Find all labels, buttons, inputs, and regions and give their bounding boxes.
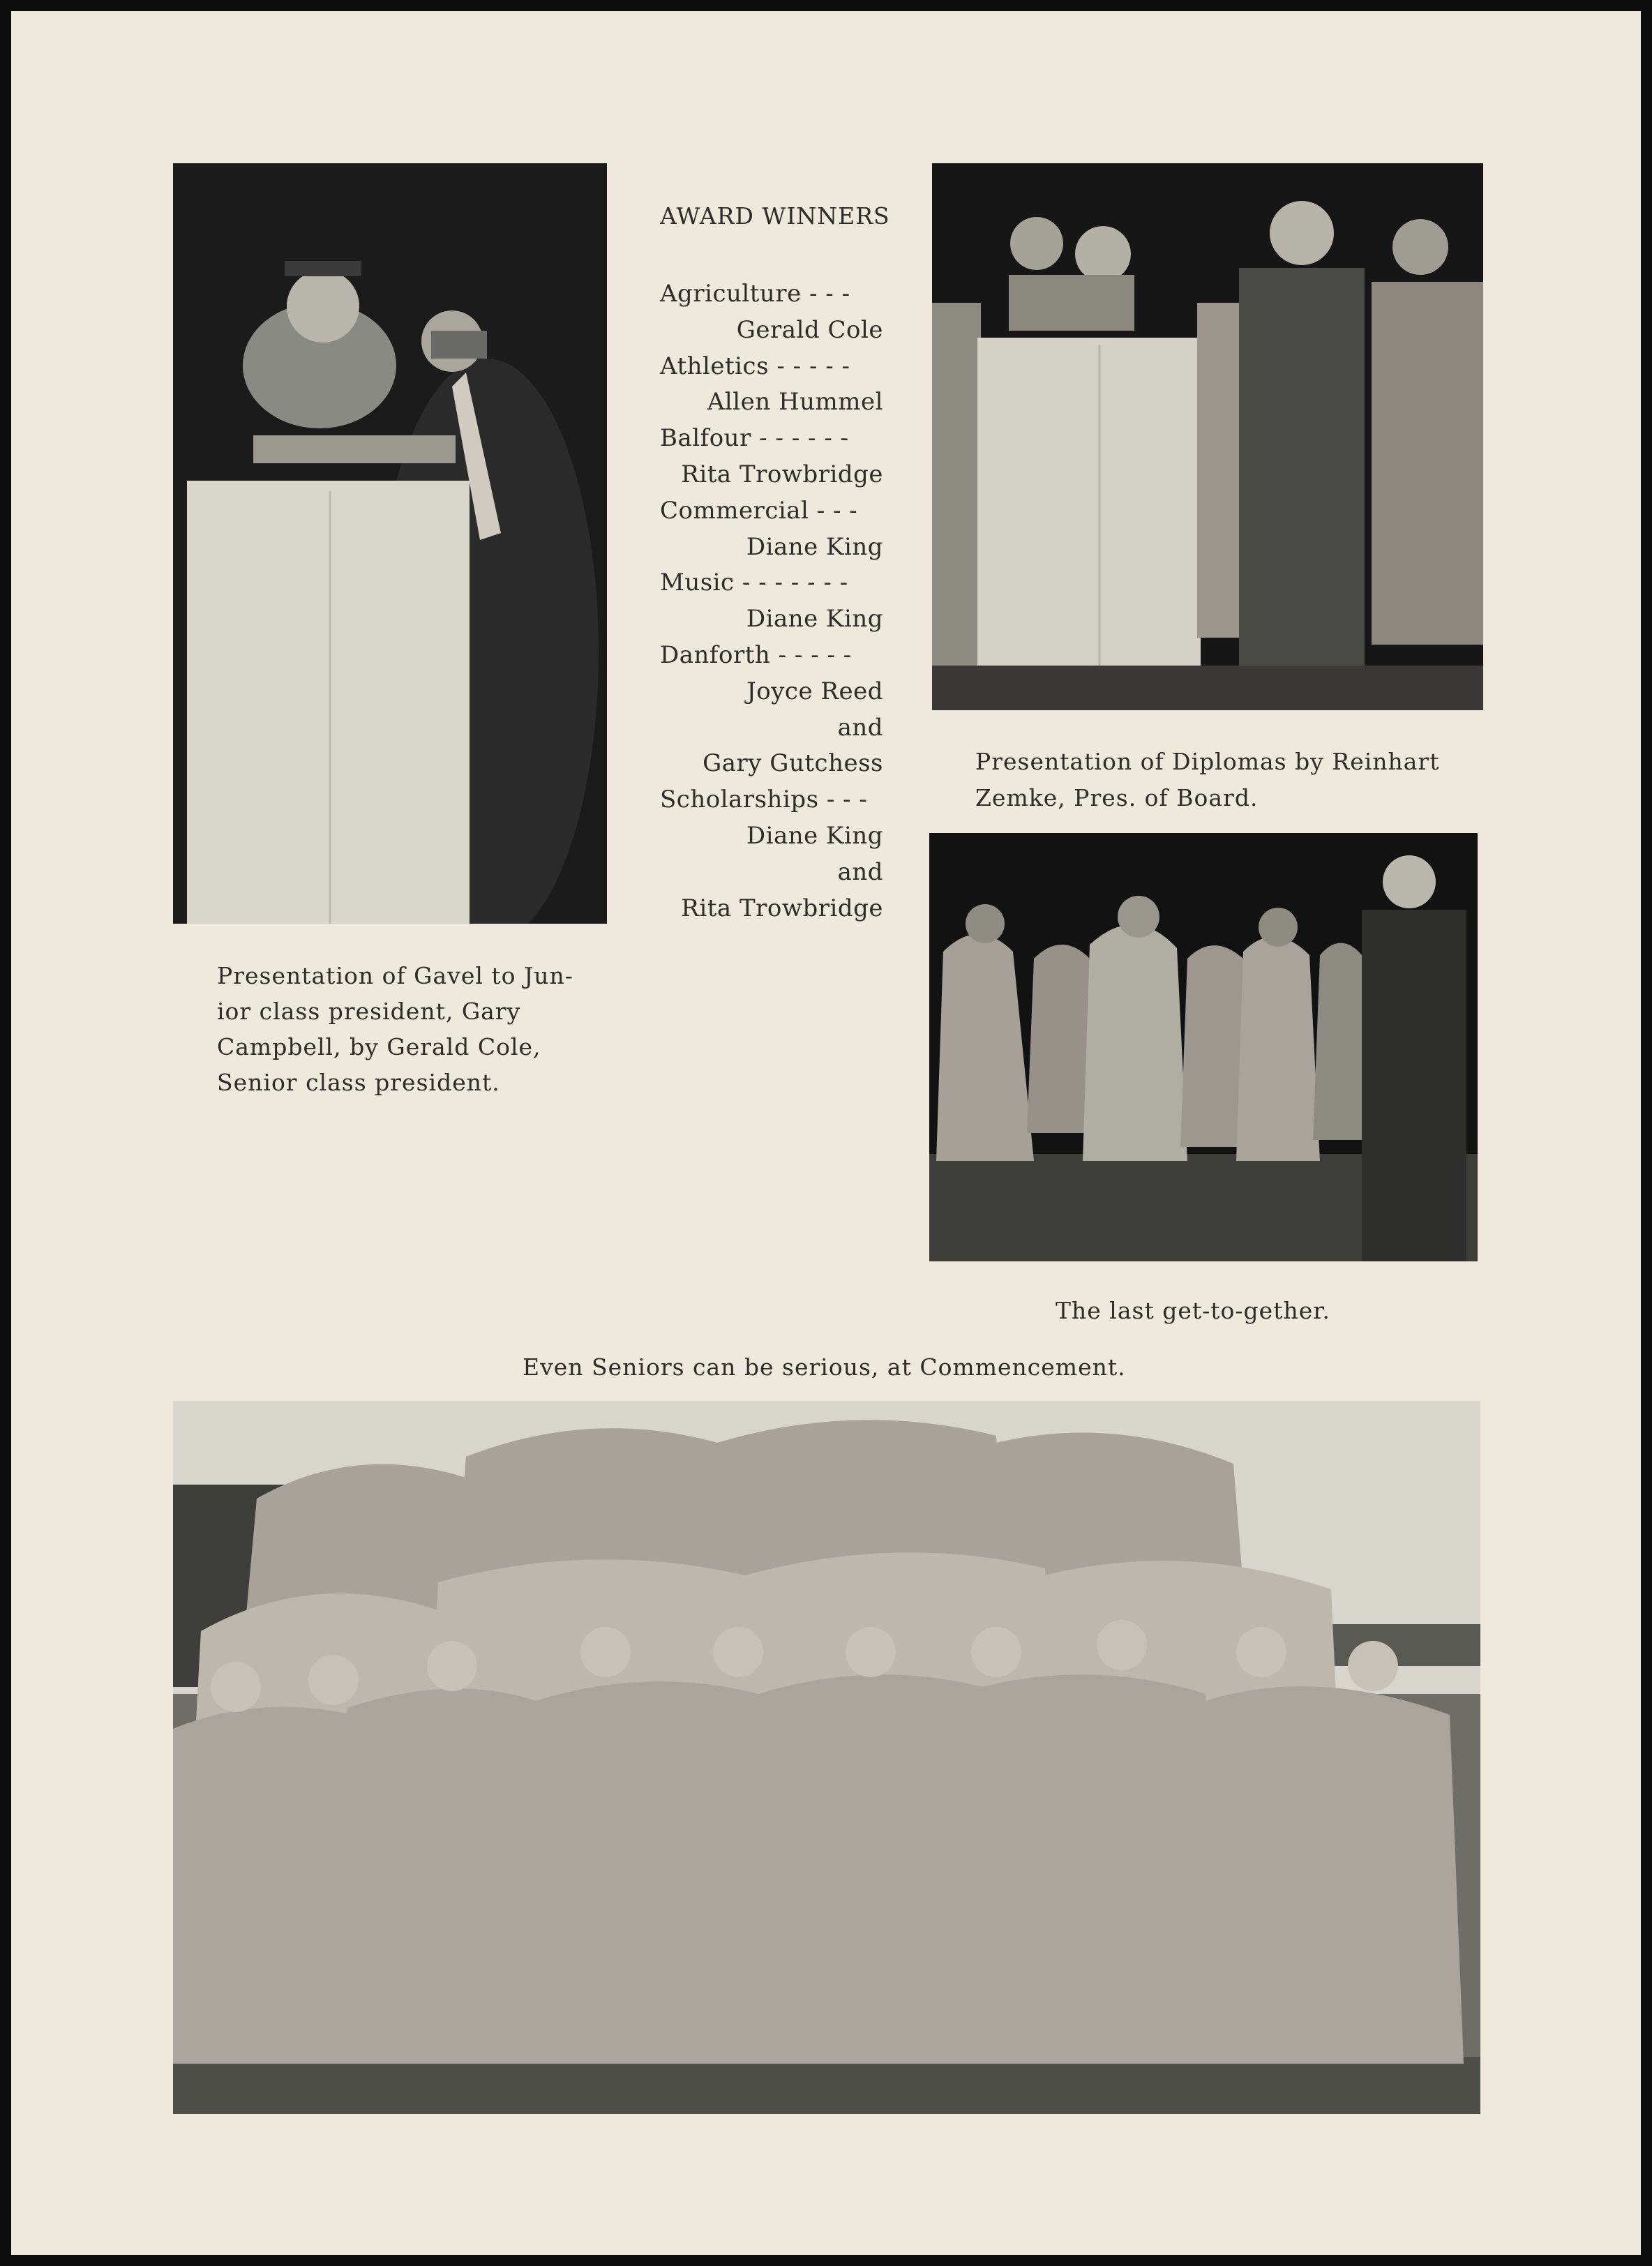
award-recipient: Gary Gutchess <box>703 749 883 778</box>
award-winners-heading: AWARD WINNERS <box>660 202 890 230</box>
photo-senior-class-group <box>173 1401 1480 2114</box>
caption-last-get-together: The last get-to-gether. <box>1056 1297 1330 1324</box>
award-winners-list <box>660 276 883 926</box>
caption-gavel-line: Presentation of Gavel to Jun- <box>217 962 573 989</box>
award-recipient: and <box>837 857 883 886</box>
photo-last-get-together <box>929 833 1478 1261</box>
award-recipient: Rita Trowbridge <box>681 894 883 922</box>
award-category: Music - - - - - - - <box>660 569 848 597</box>
caption-diplomas-line: Zemke, Pres. of Board. <box>975 784 1259 811</box>
award-category: Agriculture - - - <box>660 280 850 308</box>
caption-gavel-line: Senior class president. <box>217 1069 500 1096</box>
caption-diplomas <box>975 744 1440 816</box>
caption-even-seniors: Even Seniors can be serious, at Commencement. <box>523 1353 1126 1381</box>
caption-gavel-line: ior class president, Gary <box>217 998 521 1025</box>
award-category: Commercial - - - <box>660 496 858 525</box>
award-category: Balfour - - - - - - <box>660 424 849 453</box>
award-recipient: Rita Trowbridge <box>681 460 883 488</box>
award-recipient: Allen Hummel <box>707 388 883 417</box>
award-recipient: and <box>837 713 883 742</box>
award-category: Scholarships - - - <box>660 786 868 814</box>
caption-gavel-line: Campbell, by Gerald Cole, <box>217 1033 541 1060</box>
award-recipient: Diane King <box>746 532 883 561</box>
award-category: Athletics - - - - - <box>660 352 850 380</box>
yearbook-page <box>11 11 1641 2255</box>
award-recipient: Diane King <box>746 605 883 633</box>
award-recipient: Gerald Cole <box>736 315 883 344</box>
photo-diploma-presentation <box>932 163 1483 710</box>
award-recipient: Diane King <box>746 821 883 850</box>
award-category: Danforth - - - - - <box>660 640 852 669</box>
caption-gavel <box>217 958 573 1100</box>
caption-diplomas-line: Presentation of Diplomas by Reinhart <box>975 748 1440 775</box>
photo-gavel-presentation <box>173 163 607 924</box>
award-recipient: Joyce Reed <box>746 677 883 705</box>
